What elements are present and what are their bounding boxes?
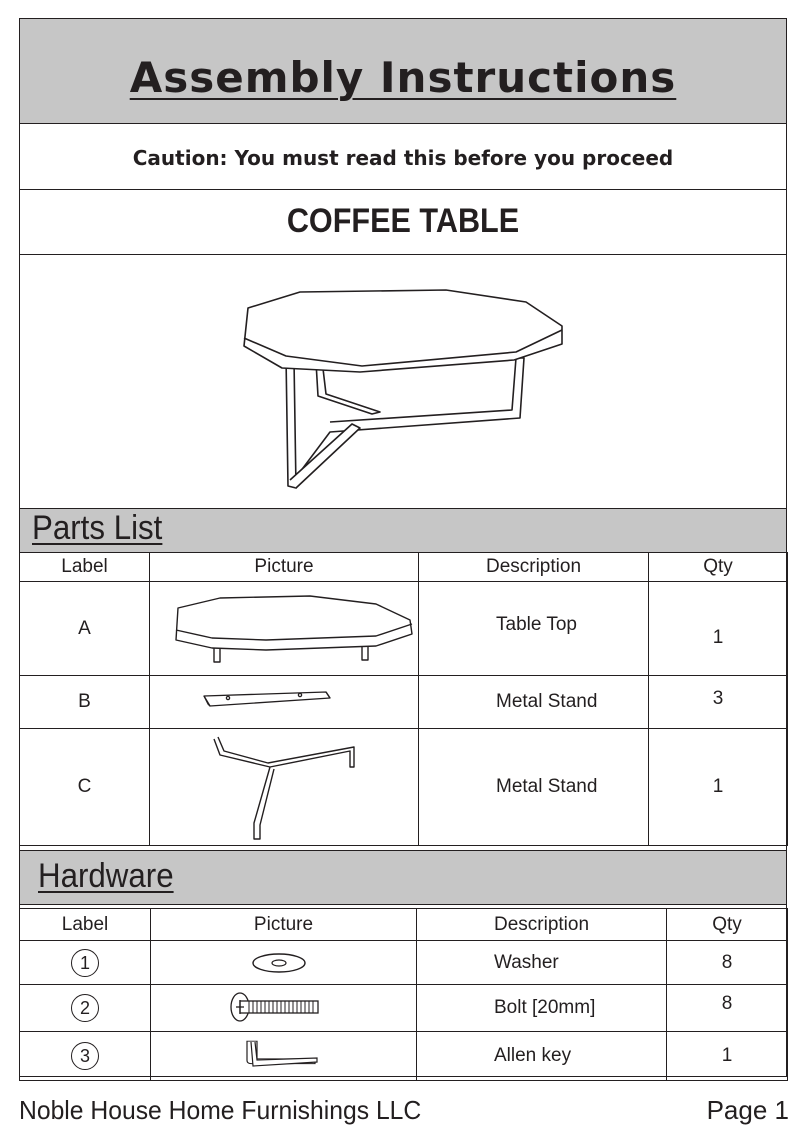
hardware-picture (151, 1032, 417, 1081)
table-row (20, 985, 788, 1032)
hardware-picture (151, 941, 417, 985)
title-banner (19, 18, 787, 124)
part-picture (150, 729, 419, 846)
hardware-qty: 8 (667, 985, 788, 1032)
allen-key-icon (151, 1032, 417, 1080)
caution-row (19, 124, 787, 190)
table-row (20, 676, 788, 729)
table-top-icon (150, 582, 419, 675)
table-row (20, 582, 788, 676)
col-picture: Picture (151, 909, 417, 941)
parts-list-header (19, 509, 787, 552)
product-name: COFFEE TABLE (286, 202, 520, 240)
hardware-qty: 1 (667, 1032, 788, 1081)
col-label: Label (20, 553, 150, 582)
hardware-picture (151, 985, 417, 1032)
part-description: Metal Stand (419, 729, 649, 846)
hardware-header (19, 851, 787, 904)
part-label: C (20, 729, 150, 846)
part-qty: 3 (649, 676, 788, 729)
part-picture (150, 582, 419, 676)
hardware-description: Washer (417, 941, 667, 985)
washer-icon (151, 941, 417, 984)
page-number: Page 1 (706, 1095, 789, 1125)
page-title: Assembly Instructions (129, 53, 677, 102)
hardware-label (20, 941, 151, 985)
parts-list-heading: Parts List (32, 509, 163, 547)
hardware-label (20, 1032, 151, 1081)
metal-bar-icon (150, 676, 419, 728)
hardware-heading: Hardware (38, 857, 174, 895)
hardware-qty: 8 (667, 941, 788, 985)
bolt-icon (151, 985, 417, 1031)
hardware-description: Bolt [20mm] (417, 985, 667, 1032)
company-name: Noble House Home Furnishings LLC (19, 1095, 422, 1125)
col-picture: Picture (150, 553, 419, 582)
hardware-number: 3 (71, 1042, 99, 1070)
hardware-header-row (20, 909, 788, 941)
part-description: Metal Stand (419, 676, 649, 729)
col-qty: Qty (667, 909, 788, 941)
col-description: Description (417, 909, 667, 941)
part-qty: 1 (649, 729, 788, 846)
part-qty: 1 (649, 582, 788, 676)
parts-header-row (20, 553, 788, 582)
table-row (20, 941, 788, 985)
part-label: B (20, 676, 150, 729)
divider (19, 904, 787, 905)
hardware-number: 2 (71, 994, 99, 1022)
hardware-table (19, 908, 788, 1081)
metal-stand-icon (150, 729, 419, 845)
part-description: Table Top (419, 582, 649, 676)
product-row (19, 190, 787, 254)
part-label: A (20, 582, 150, 676)
divider (19, 254, 787, 255)
hardware-number: 1 (71, 949, 99, 977)
col-label: Label (20, 909, 151, 941)
hardware-description: Allen key (417, 1032, 667, 1081)
hardware-label (20, 985, 151, 1032)
part-picture (150, 676, 419, 729)
col-description: Description (419, 553, 649, 582)
table-row (20, 729, 788, 846)
coffee-table-illustration (230, 282, 580, 494)
table-row (20, 1032, 788, 1081)
col-qty: Qty (649, 553, 788, 582)
parts-table (19, 552, 788, 846)
caution-text: Caution: You must read this before you proceed (132, 146, 674, 170)
